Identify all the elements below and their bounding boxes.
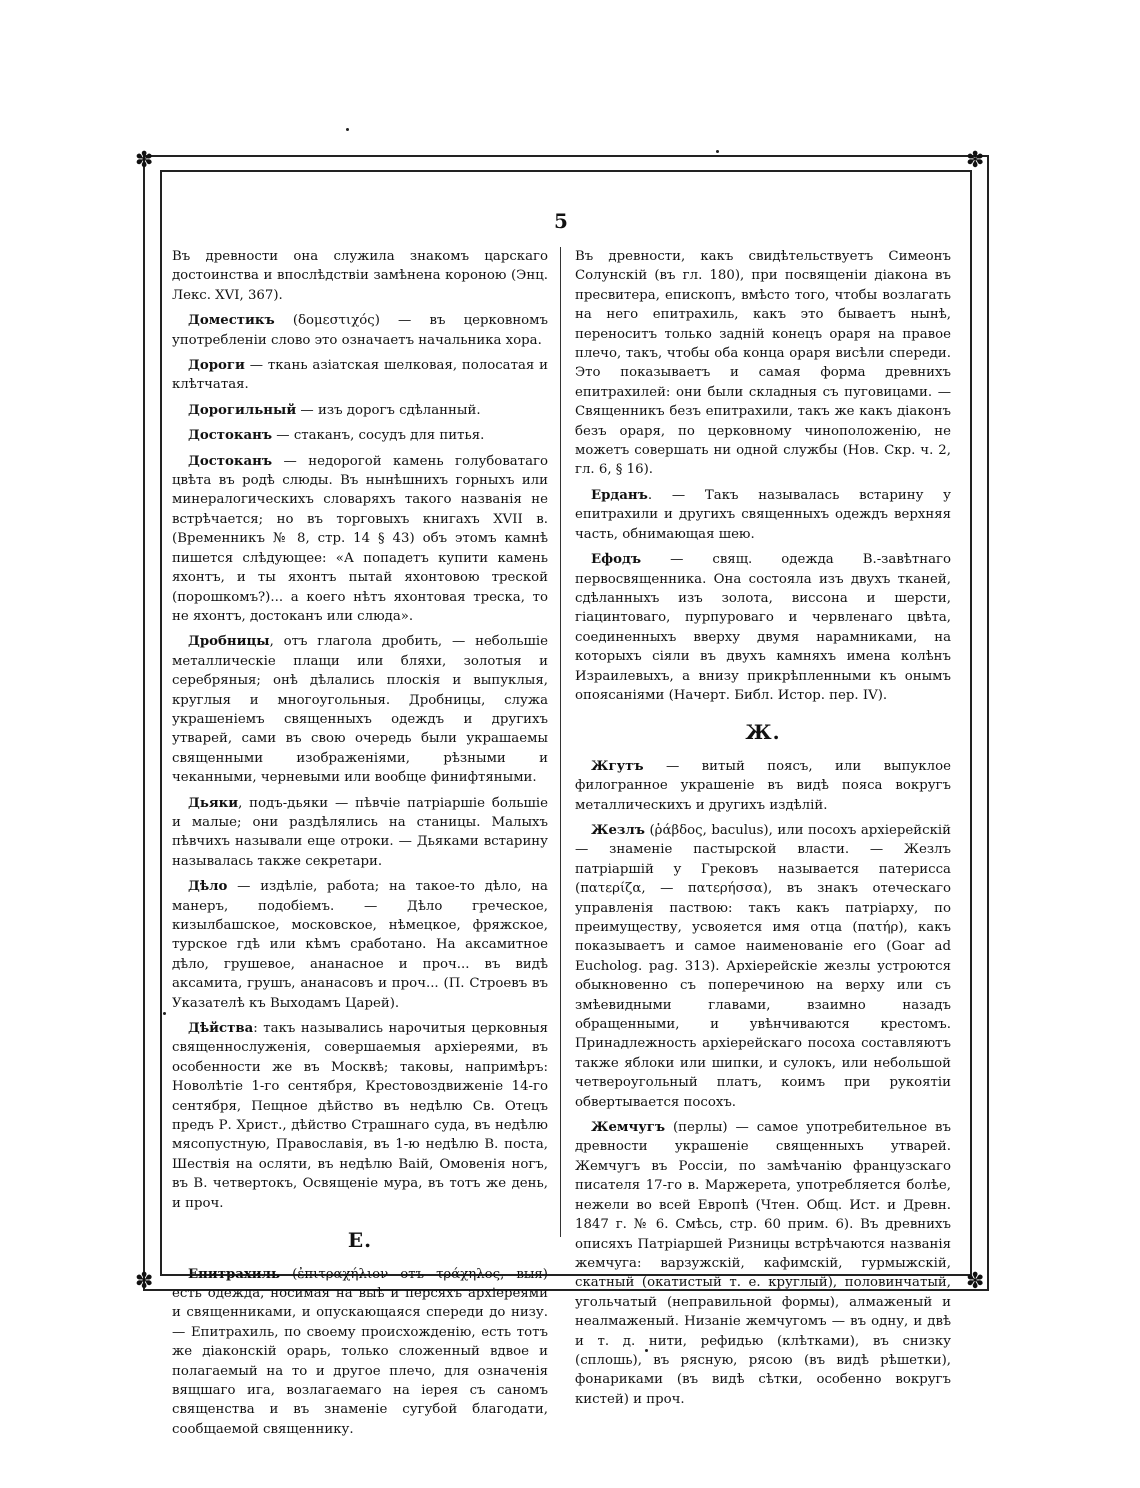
entry-term: Ефодъ (591, 552, 642, 568)
entry-paragraph: Жгутъ — витый поясъ, или выпуклое филогранное украшеніе въ видѣ пояса вокругъ металлическихъ и другихъ издѣлій. (575, 758, 951, 813)
entry-paragraph: Дробницы, отъ глагола дробить, — небольшіе металлическіе плащи или бляхи, золотыя и серебряныя; онѣ дѣлались плоскія и выпуклыя, круглыя и многоугольныя. Дробницы, служа украшеніемъ священныхъ одеждъ и другихъ утварей, сами въ свою очередь были украшаемы священными изображеніями, рѣзными и чеканными, черневыми или вообще финифтяными. (172, 634, 548, 786)
entry-term: Дорогильный (188, 402, 297, 418)
column-divider (560, 247, 561, 1237)
corner-ornament-icon: ✽ (135, 1269, 154, 1294)
entry-paragraph: Дьяки, подъ-дьяки — пѣвчіе патріаршіе большіе и малые; они раздѣлялись на станицы. Малыхъ пѣвчихъ называли еще отроки. — Дьяками встарину называлась также секретари. (172, 795, 548, 869)
entry-paragraph: Въ древности она служила знакомъ царскаго достоинства и впослѣдствіи замѣнена короною (Энц. Лекс. XVI, 367). (172, 249, 548, 303)
scan-speck (163, 1012, 166, 1015)
entry-paragraph: Жемчугъ (перлы) — самое употребительное въ древности украшеніе священныхъ утварей. Жемчугъ въ Россіи, по замѣчанію французскаго писателя 17-го в. Маржерета, употребляется болѣе, нежели во всей Европѣ (Чтен. Общ. Ист. и Древн. 1847 г. № 6. Смѣсь, стр. 60 прим. 6). Въ древнихъ описяхъ Патріаршей Ризницы встрѣчаются названія жемчуга: варзужскій, кафимскій, гурмыжскій, скатный (окатистый т. е. круглый), половинчатый, угольчатый (неправильной формы), алмаженый и неалмаженый. Низаніе жемчугомъ — въ одну, и двѣ и т. д. нити, рефидью (клѣтками), въ снизку (сплошь), въ рясную, рясою (въ видѣ рѣшетки), фонариками (въ видѣ сѣтки, особенно вокругъ кистей) и проч. (575, 1120, 951, 1407)
entry-term: Епитрахиль (188, 1266, 281, 1282)
entry-term: Дѣло (188, 879, 228, 895)
entry-paragraph: Дорогильный — изъ дорогъ сдѣланный. (188, 402, 481, 418)
entry-term: Дороги (188, 358, 245, 374)
scan-speck (346, 128, 349, 131)
entry-paragraph: Достоканъ — стаканъ, сосудъ для питья. (188, 428, 485, 444)
left-column (172, 247, 548, 1445)
corner-ornament-icon: ✽ (966, 148, 985, 173)
entry-paragraph: Жезлъ (ῥάβδος, baculus), или посохъ архіерейскій — знаменіе пастырской власти. — Жезлъ патріаршій у Грековъ называется патерисса (πατερίζα, — πατερήσσα), въ знакъ отеческаго управленія паствою: такъ какъ патріарху, по преимуществу, усвояется имя отца (πατήρ), какъ показываетъ и самое наименованіе его (Goar ad Euchоlog. pag. 313). Архіерейскіе жезлы устроются обыкновенно съ поперечиною на верху или съ змѣевидными главами, взаимно назадъ обращенными, и увѣнчиваются крестомъ. Принадлежность архіерейскаго посоха составляютъ также яблоки или шипки, и сулокъ, или небольшой четвероугольный платъ, коимъ при рукоятіи обвертывается посохъ. (575, 822, 951, 1110)
entry-term: Жемчугъ (591, 1120, 666, 1136)
page-number: 5 (554, 209, 568, 233)
entry-paragraph: Дѣло — издѣліе, работа; на такое-то дѣло, на манеръ, подобіемъ. — Дѣло греческое, кизылбашское, московское, нѣмецкое, фряжское, турское гдѣ или кѣмъ сработано. На аксамитное дѣло, грушевое, ананасное и проч... въ видѣ аксамита, грушъ, ананасовъ и проч... (П. Строевъ въ Указателѣ къ Выходамъ Царей). (172, 879, 548, 1011)
entry-term: Ерданъ (591, 487, 648, 503)
entry-term: Доместикъ (188, 313, 275, 329)
right-column (575, 247, 951, 1415)
entry-paragraph: Епитрахиль (ἐπιτραχήλιον отъ τράχηλος, выя) есть одежда, носимая на выѣ и персяхъ архіереями и священниками, и опускающаяся спереди до низу. — Епитрахиль, по своему происхожденію, есть тотъ же діаконскій орарь, только сложенный вдвое и полагаемый на то и другое плечо, для означенія вящшаго ига, возлагаемаго на іерея съ саномъ священства и въ знаменіе сугубой благодати, сообщаемой священнику. (172, 1266, 548, 1437)
entry-term: Дѣйства (188, 1021, 254, 1037)
scan-speck (716, 150, 719, 153)
corner-ornament-icon: ✽ (966, 1269, 985, 1294)
entry-paragraph: Доместикъ (δομεστιχός) — въ церковномъ употребленіи слово это означаетъ начальника хора. (172, 313, 548, 348)
entry-term: Жезлъ (591, 822, 645, 838)
entry-paragraph: Дороги — ткань азіатская шелковая, полосатая и клѣтчатая. (172, 358, 548, 393)
entry-term: Дьяки (188, 795, 239, 811)
entry-paragraph: Ерданъ. — Такъ называлась встарину у епитрахили и другихъ священныхъ одеждъ верхняя часть, обнимающая шею. (575, 487, 951, 542)
section-letter-e: Е. (347, 1228, 373, 1253)
entry-term: Достоканъ (188, 428, 273, 444)
entry-paragraph: Дѣйства: такъ назывались нарочитыя церковныя священнослуженія, совершаемыя архіереями, въ особенности же въ Москвѣ; таковы, напримѣръ: Новолѣтіе 1-го сентября, Крестовоздвиженіе 14-го сентября, Пещное дѣйство въ недѣлю Св. Отецъ предъ Р. Христ., дѣйство Страшнаго суда, въ недѣлю мясопустную, Православія, въ 1-ю недѣлю В. поста, Шествія на осляти, въ недѣлю Ваій, Омовенія ногъ, въ В. четвертокъ, Освященіе мура, въ тотъ же день, и проч. (172, 1021, 548, 1211)
entry-term: Жгутъ (591, 758, 644, 774)
entry-paragraph: Въ древности, какъ свидѣтельствуетъ Симеонъ Солунскій (въ гл. 180), при посвященіи діакона въ пресвитера, епископъ, вмѣсто того, чтобы возлагать на него епитрахиль, какъ это бываетъ нынѣ, переноситъ только задній конецъ ораря на правое плечо, такъ, чтобы оба конца ораря висѣли спереди. Это показываетъ и самая форма древнихъ епитрахилей: они были складныя съ пуговицами. — Священникъ безъ епитрахили, такъ же какъ діаконъ безъ ораря, по церковному чиноположенію, не можетъ совершать ни одной службы (Нов. Скр. ч. 2, гл. 6, § 16). (575, 249, 951, 478)
section-letter-zh: Ж. (745, 720, 781, 745)
entry-paragraph: Достоканъ — недорогой камень голубоватаго цвѣта въ родѣ слюды. Въ нынѣшнихъ горныхъ или минералогическихъ словаряхъ такого названія не встрѣчается; но въ торговыхъ книгахъ XVII в. (Временникъ № 8, стр. 14 § 43) объ этомъ камнѣ пишется слѣдующее: «А попадетъ купити камень яхонтъ, и ты яхонтъ пытай яхонтовою треской (порошкомъ?)... а коего нѣтъ яхонтовая треска, то не яхонтъ, достоканъ или слюда». (172, 453, 548, 624)
entry-paragraph: Ефодъ — свящ. одежда В.-завѣтнаго первосвященника. Она состояла изъ двухъ тканей, сдѣланныхъ изъ золота, виссона и шерсти, гіацинтоваго, пурпуроваго и червленаго цвѣта, соединенныхъ вверху двумя нарамниками, на которыхъ сіяли въ двухъ камняхъ имена колѣнъ Израилевыхъ, а внизу прикрѣпленными къ онымъ опоясаніями (Начерт. Библ. Истор. пер. IV). (575, 552, 951, 703)
entry-term: Достоканъ (188, 453, 273, 469)
entry-term: Дробницы (188, 634, 270, 650)
corner-ornament-icon: ✽ (135, 148, 154, 173)
